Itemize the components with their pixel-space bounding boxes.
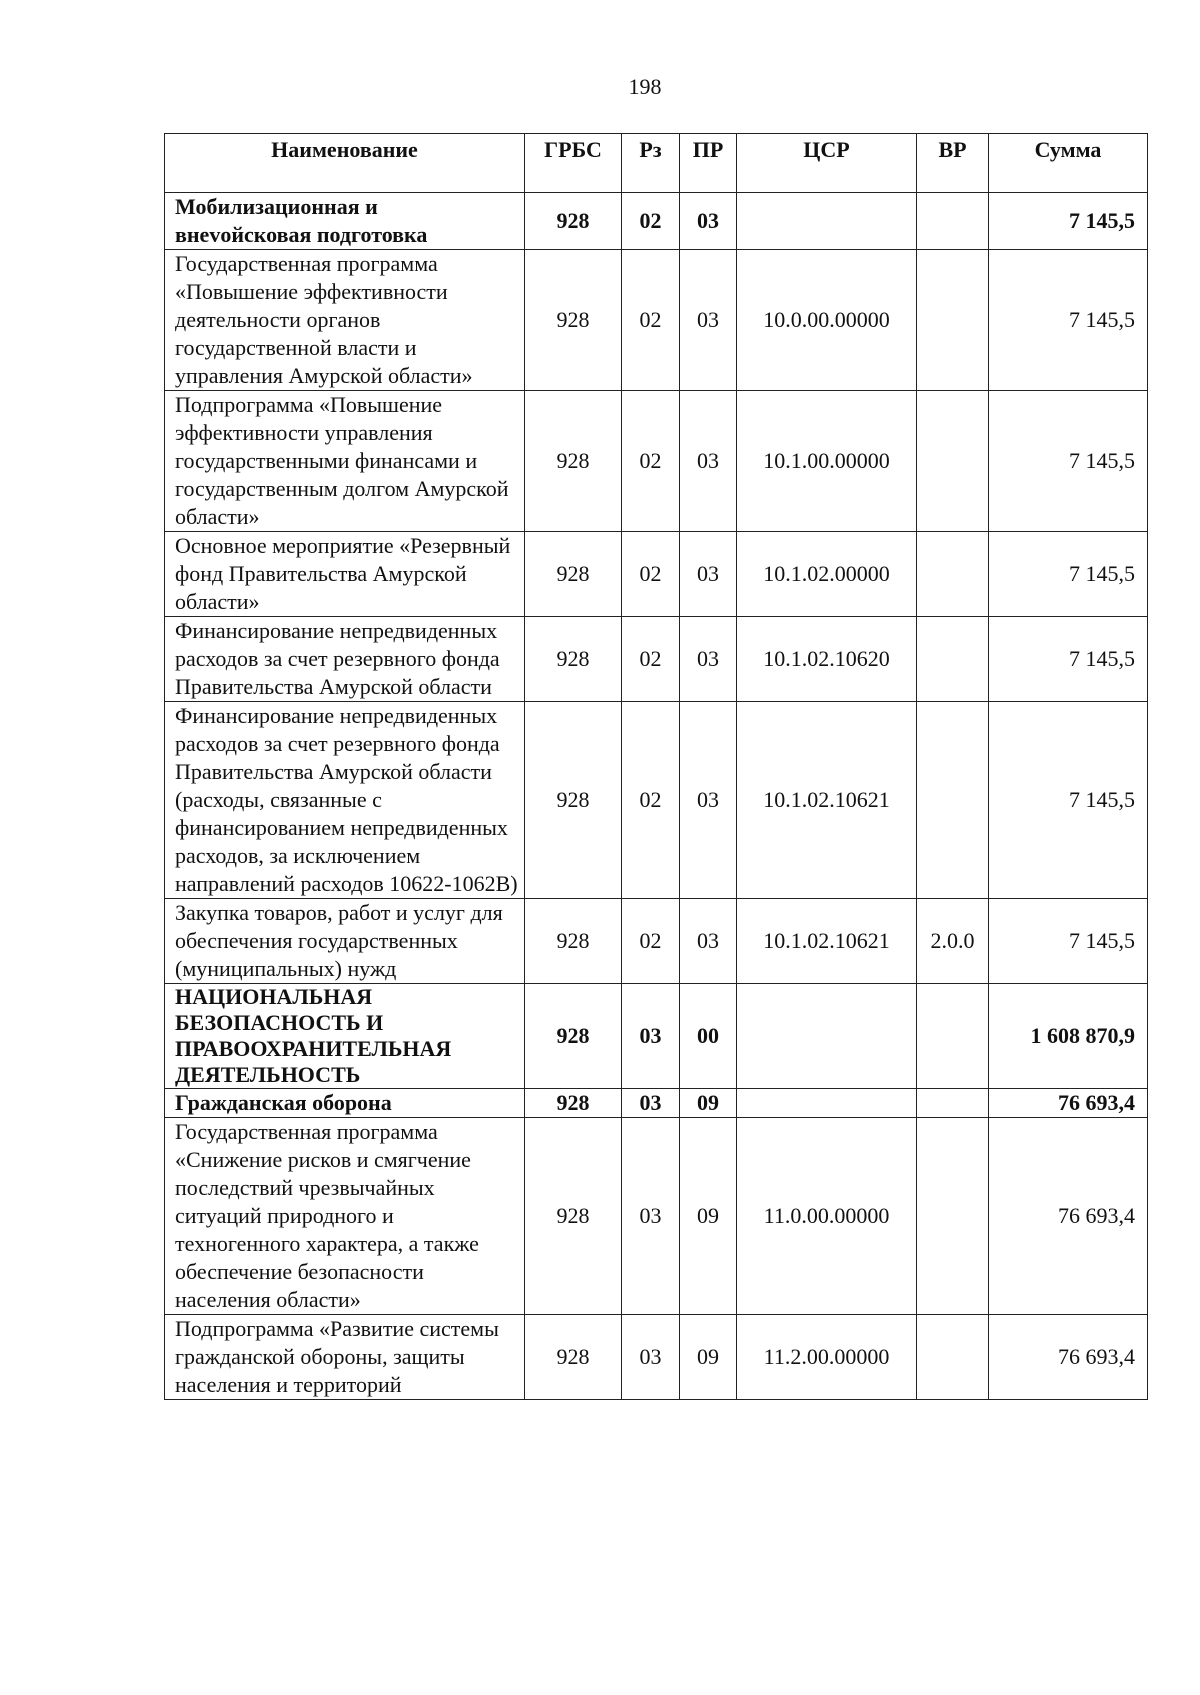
table-row [165,702,1148,899]
row-pr: 03 [680,899,737,984]
row-sum: 7 145,5 [989,391,1148,532]
row-vr [917,617,989,702]
table-row [165,391,1148,532]
row-grbs: 928 [525,193,622,250]
table-body [165,193,1148,1400]
header-pr: ПР [680,134,737,193]
row-name: Закупка товаров, работ и услуг для обеспечения государственных (муниципальных) нужд [165,899,525,984]
row-vr [917,193,989,250]
row-vr [917,532,989,617]
row-rz: 02 [622,899,680,984]
row-sum: 1 608 870,9 [989,984,1148,1089]
row-csr [737,984,917,1089]
header-row [165,134,1148,193]
budget-table [164,133,1148,1400]
table-row [165,1089,1148,1118]
row-name: НАЦИОНАЛЬНАЯ БЕЗОПАСНОСТЬ И ПРАВООХРАНИТЕЛЬНАЯ ДЕЯТЕЛЬНОСТЬ [165,984,525,1089]
row-pr: 09 [680,1118,737,1315]
row-rz: 03 [622,1089,680,1118]
row-name: Подпрограмма «Развитие системы гражданской обороны, защиты населения и территорий [165,1315,525,1400]
row-grbs: 928 [525,1118,622,1315]
row-csr: 10.0.00.00000 [737,250,917,391]
row-csr: 11.0.00.00000 [737,1118,917,1315]
row-pr: 03 [680,617,737,702]
row-sum: 7 145,5 [989,193,1148,250]
row-csr [737,193,917,250]
row-sum: 76 693,4 [989,1315,1148,1400]
row-csr: 10.1.00.00000 [737,391,917,532]
row-rz: 02 [622,250,680,391]
table-row [165,899,1148,984]
table-row [165,984,1148,1089]
row-vr: 2.0.0 [917,899,989,984]
table-row [165,193,1148,250]
row-sum: 7 145,5 [989,250,1148,391]
row-pr: 03 [680,702,737,899]
row-rz: 02 [622,193,680,250]
row-vr [917,250,989,391]
row-rz: 03 [622,1315,680,1400]
row-csr: 10.1.02.10621 [737,899,917,984]
table-row [165,1315,1148,1400]
row-rz: 02 [622,702,680,899]
row-csr [737,1089,917,1118]
row-grbs: 928 [525,702,622,899]
row-rz: 03 [622,984,680,1089]
row-vr [917,1315,989,1400]
row-grbs: 928 [525,984,622,1089]
header-grbs: ГРБС [525,134,622,193]
row-grbs: 928 [525,1315,622,1400]
row-name: Мобилизационная и внevойсковая подготовка [165,193,525,250]
row-pr: 03 [680,391,737,532]
row-sum: 7 145,5 [989,617,1148,702]
table-row [165,532,1148,617]
row-sum: 76 693,4 [989,1089,1148,1118]
row-grbs: 928 [525,391,622,532]
row-rz: 02 [622,532,680,617]
header-sum: Сумма [989,134,1148,193]
row-vr [917,984,989,1089]
row-csr: 11.2.00.00000 [737,1315,917,1400]
row-sum: 7 145,5 [989,702,1148,899]
row-vr [917,702,989,899]
row-grbs: 928 [525,532,622,617]
row-grbs: 928 [525,899,622,984]
row-vr [917,1118,989,1315]
row-csr: 10.1.02.10621 [737,702,917,899]
header-name: Наименование [165,134,525,193]
row-grbs: 928 [525,1089,622,1118]
table-row [165,617,1148,702]
row-pr: 00 [680,984,737,1089]
row-pr: 03 [680,250,737,391]
table-row [165,1118,1148,1315]
row-name: Финансирование непредвиденных расходов за счет резервного фонда Правительства Амурской области (расходы, связанные с финансированием непредвиденных расходов, за исключением направлений расходов 10622-1062В) [165,702,525,899]
row-name: Финансирование непредвиденных расходов за счет резервного фонда Правительства Амурской области [165,617,525,702]
row-rz: 03 [622,1118,680,1315]
row-grbs: 928 [525,617,622,702]
row-csr: 10.1.02.00000 [737,532,917,617]
table-row [165,250,1148,391]
row-sum: 7 145,5 [989,899,1148,984]
row-name: Государственная программа «Снижение рисков и смягчение последствий чрезвычайных ситуаций природного и техногенного характера, а также обеспечение безопасности населения области» [165,1118,525,1315]
row-name: Основное мероприятие «Резервный фонд Правительства Амурской области» [165,532,525,617]
page-number: 198 [628,74,662,99]
row-sum: 76 693,4 [989,1118,1148,1315]
header-rz: Рз [622,134,680,193]
header-vr: ВР [917,134,989,193]
header-csr: ЦСР [737,134,917,193]
row-pr: 03 [680,193,737,250]
row-pr: 09 [680,1089,737,1118]
row-sum: 7 145,5 [989,532,1148,617]
row-csr: 10.1.02.10620 [737,617,917,702]
row-rz: 02 [622,617,680,702]
row-vr [917,391,989,532]
row-name: Гражданская оборона [165,1089,525,1118]
row-rz: 02 [622,391,680,532]
table-header [165,134,1148,193]
row-vr [917,1089,989,1118]
row-name: Государственная программа «Повышение эффективности деятельности органов государственной власти и управления Амурской области» [165,250,525,391]
row-pr: 09 [680,1315,737,1400]
row-pr: 03 [680,532,737,617]
row-grbs: 928 [525,250,622,391]
row-name: Подпрограмма «Повышение эффективности управления государственными финансами и государственным долгом Амурской области» [165,391,525,532]
